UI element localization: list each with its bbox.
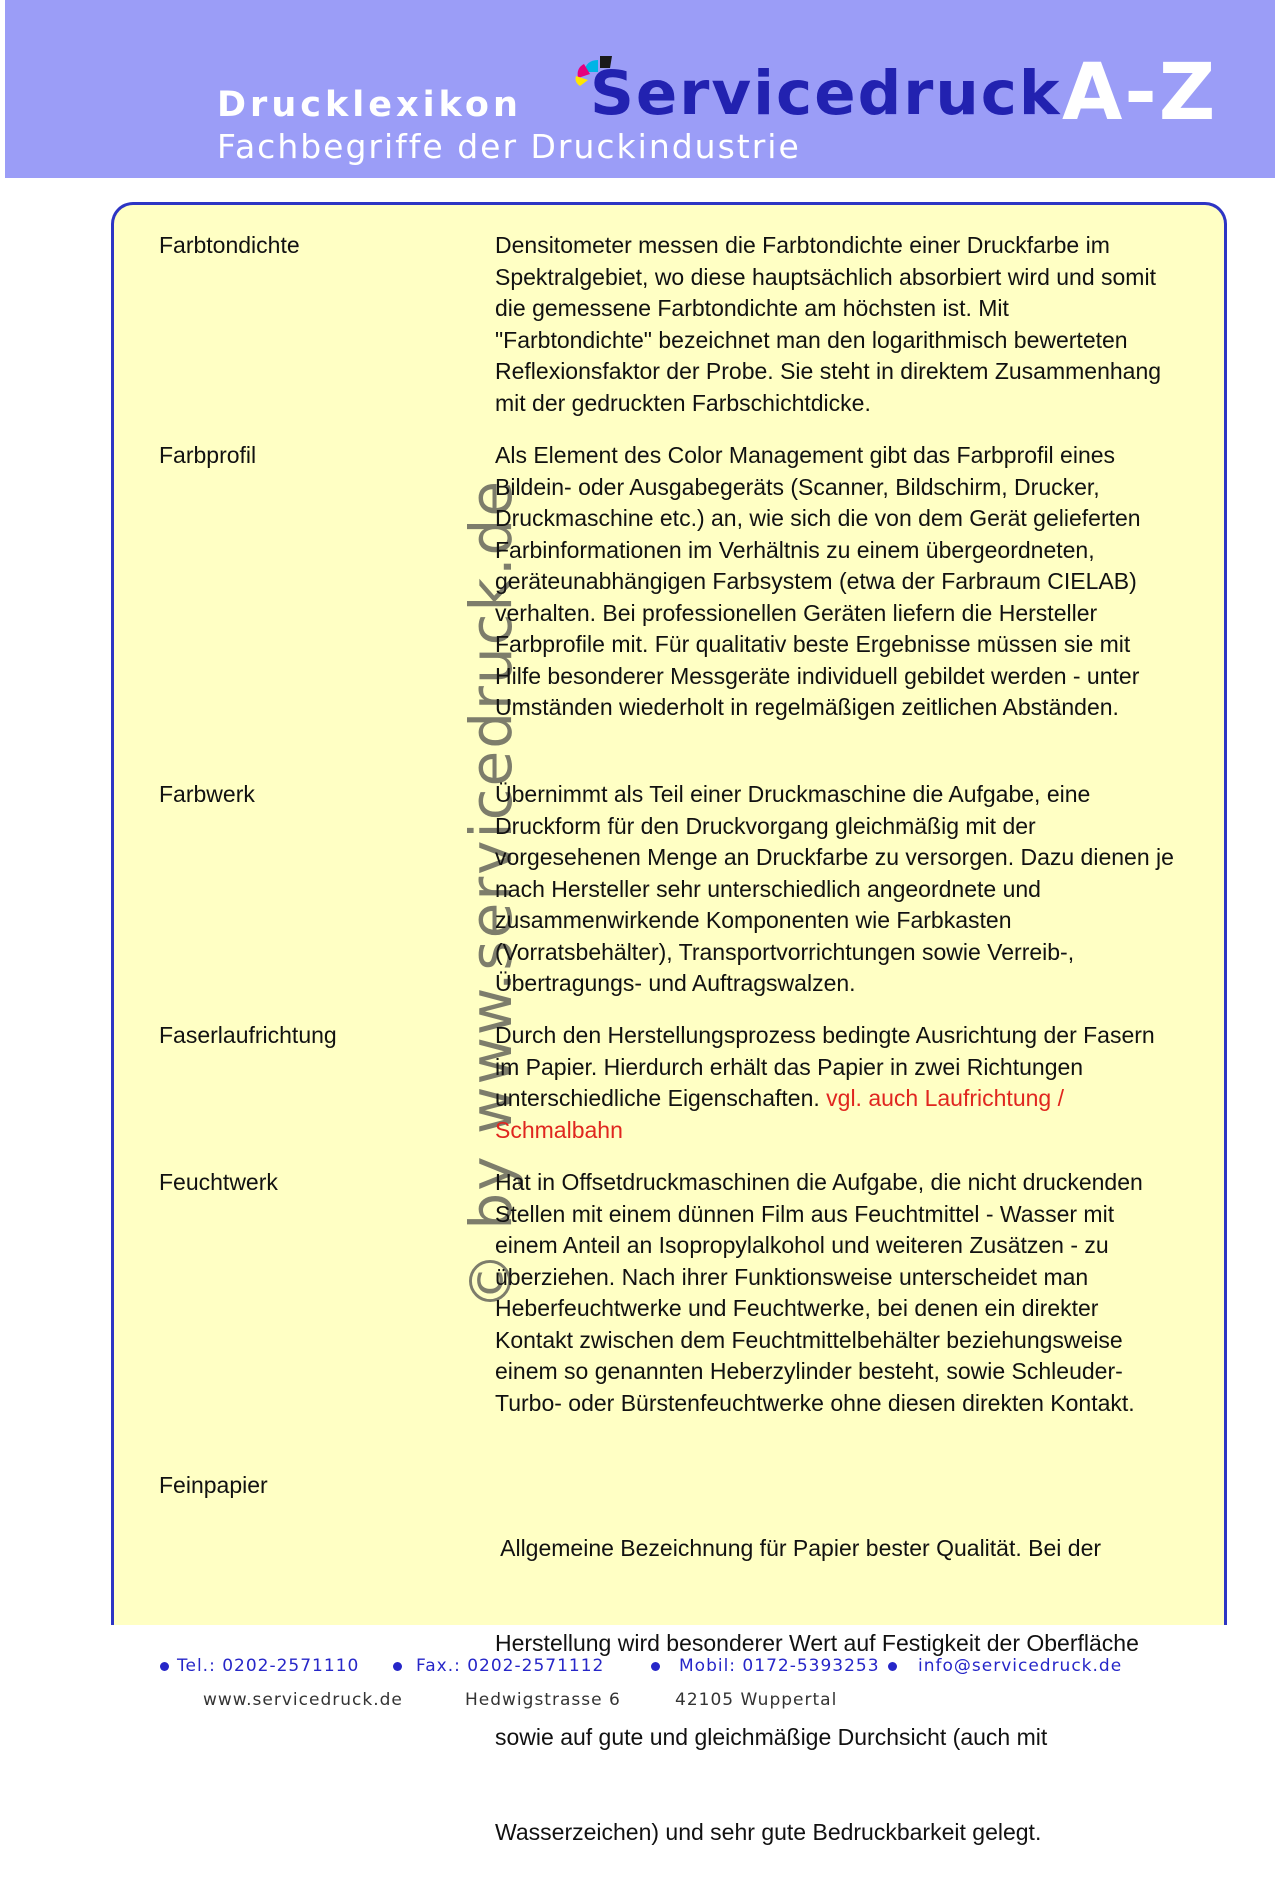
definition-line: die gemessene Farbtondichte am höchsten ist. Mit (495, 295, 1009, 321)
definition-line: Druckform für den Druckvorgang gleichmäßig mit der (495, 812, 1036, 839)
definition-line: Druckmaschine etc.) an, wie sich die von dem Gerät gelieferten (495, 505, 1141, 531)
definition-line: geräteunabhängigen Farbsystem (etwa der Farbraum CIELAB) (495, 568, 1137, 594)
term-faserlaufrichtung: Faserlaufrichtung (159, 1022, 337, 1048)
footer-email[interactable]: info@servicedruck.de (918, 1656, 1123, 1676)
bullet-icon (651, 1662, 660, 1671)
definition-line: Hilfe besonderer Messgeräte individuell gebildet werden - unter (495, 662, 1140, 689)
definition-farbwerk (495, 779, 1195, 1000)
definition-line: Turbo- oder Bürstenfeuchtwerke ohne diesen direkten Kontakt. (495, 1389, 1135, 1416)
definition-line: vorgesehenen Menge an Druckfarbe zu versorgen. Dazu dienen je (495, 844, 1174, 870)
definition-line: Heberfeuchtwerke und Feuchtwerke, bei denen ein direkter (495, 1295, 1099, 1321)
term-farbprofil: Farbprofil (159, 442, 257, 468)
definition-line: zusammenwirkende Komponenten wie Farbkasten (495, 907, 1012, 933)
definition-line: einem so genannten Heberzylinder besteht, sowie Schleuder- (495, 1358, 1123, 1384)
term-farbwerk: Farbwerk (159, 781, 255, 807)
bullet-icon (888, 1662, 897, 1671)
definition-line: im Papier. Hierdurch erhält das Papier in zwei Richtungen (495, 1053, 1084, 1080)
header-title: Drucklexikon (217, 85, 522, 125)
definition-farbprofil (495, 440, 1195, 724)
term-feinpapier: Feinpapier (159, 1472, 268, 1498)
definition-line: Herstellung wird besonderer Wert auf Festigkeit der Oberfläche (495, 1629, 1139, 1656)
definition-line: sowie auf gute und gleichmäßige Durchsicht (auch mit (495, 1724, 1048, 1750)
definition-line: nach Hersteller sehr unterschiedlich angeordnete und (495, 875, 1041, 902)
definition-line: Farbprofile mit. Für qualitativ beste Ergebnisse müssen sie mit (495, 631, 1131, 657)
definition-line: Durch den Herstellungsprozess bedingte Ausrichtung der Fasern (495, 1022, 1155, 1048)
definition-faserlaufrichtung (495, 1020, 1195, 1146)
footer-city: 42105 Wuppertal (675, 1690, 838, 1710)
definition-farbtondichte (495, 230, 1195, 419)
definition-line: Bildein- oder Ausgabegeräts (Scanner, Bildschirm, Drucker, (495, 473, 1100, 500)
definition-line: Übernimmt als Teil einer Druckmaschine die Aufgabe, eine (495, 781, 1091, 807)
definition-line: Spektralgebiet, wo diese hauptsächlich absorbiert wird und somit (495, 263, 1156, 290)
logo-wordmark: Servicedruck (590, 58, 1062, 129)
definition-line: "Farbtondichte" bezeichnet man den logarithmisch bewerteten (495, 326, 1128, 353)
definition-line: Umständen wiederholt in regelmäßigen zeitlichen Abständen. (495, 694, 1119, 720)
definition-line: mit der gedruckten Farbschichtdicke. (495, 389, 871, 416)
definition-line: einem Anteil an Isopropylalkohol und weiteren Zusätzen - zu (495, 1232, 1109, 1258)
definition-line: verhalten. Bei professionellen Geräten liefern die Hersteller (495, 599, 1098, 626)
definition-line: Wasserzeichen) und sehr gute Bedruckbarkeit gelegt. (495, 1818, 1042, 1845)
header-subtitle: Fachbegriffe der Druckindustrie (217, 127, 801, 166)
bullet-icon (160, 1662, 169, 1671)
term-farbtondichte: Farbtondichte (159, 232, 300, 258)
footer-mobile[interactable]: Mobil: 0172-5393253 (679, 1656, 880, 1676)
definition-line: Als Element des Color Management gibt das Farbprofil eines (495, 442, 1116, 468)
definition-line: Farbinformationen im Verhältnis zu einem übergeordneten, (495, 536, 1095, 563)
cross-reference-link[interactable]: vgl. auch Laufrichtung / (826, 1085, 1064, 1111)
definition-text: unterschiedliche Eigenschaften. (495, 1085, 827, 1111)
definition-line: (Vorratsbehälter), Transportvorrichtungen sowie Verreib-, (495, 938, 1075, 965)
definition-line: Reflexionsfaktor der Probe. Sie steht in direktem Zusammenhang (495, 358, 1162, 384)
copyright-watermark: © by www.servicedruck.de (457, 478, 525, 1310)
definition-line-with-link (495, 1083, 1195, 1115)
definition-line: Übertragungs- und Auftragswalzen. (495, 970, 856, 996)
definition-line: Hat in Offsetdruckmaschinen die Aufgabe, die nicht druckenden (495, 1169, 1143, 1195)
cross-reference-link-continued[interactable]: Schmalbahn (495, 1116, 623, 1143)
definition-line: Densitometer messen die Farbtondichte einer Druckfarbe im (495, 232, 1110, 258)
term-feuchtwerk: Feuchtwerk (159, 1169, 278, 1195)
bullet-icon (393, 1662, 402, 1671)
footer-website[interactable]: www.servicedruck.de (203, 1690, 403, 1710)
alphabet-range: A-Z (1062, 48, 1218, 138)
definition-line: Allgemeine Bezeichnung für Papier bester Qualität. Bei der (495, 1535, 1102, 1561)
footer-street: Hedwigstrasse 6 (465, 1690, 621, 1710)
definition-line: überziehen. Nach ihrer Funktionsweise unterscheidet man (495, 1263, 1089, 1290)
definition-feuchtwerk (495, 1167, 1195, 1419)
definition-line: Kontakt zwischen dem Feuchtmittelbehälter beziehungsweise (495, 1326, 1123, 1353)
footer-phone[interactable]: Tel.: 0202-2571110 (177, 1656, 360, 1676)
footer-fax: Fax.: 0202-2571112 (416, 1656, 605, 1676)
definition-line: Stellen mit einem dünnen Film aus Feuchtmittel - Wasser mit (495, 1200, 1115, 1227)
